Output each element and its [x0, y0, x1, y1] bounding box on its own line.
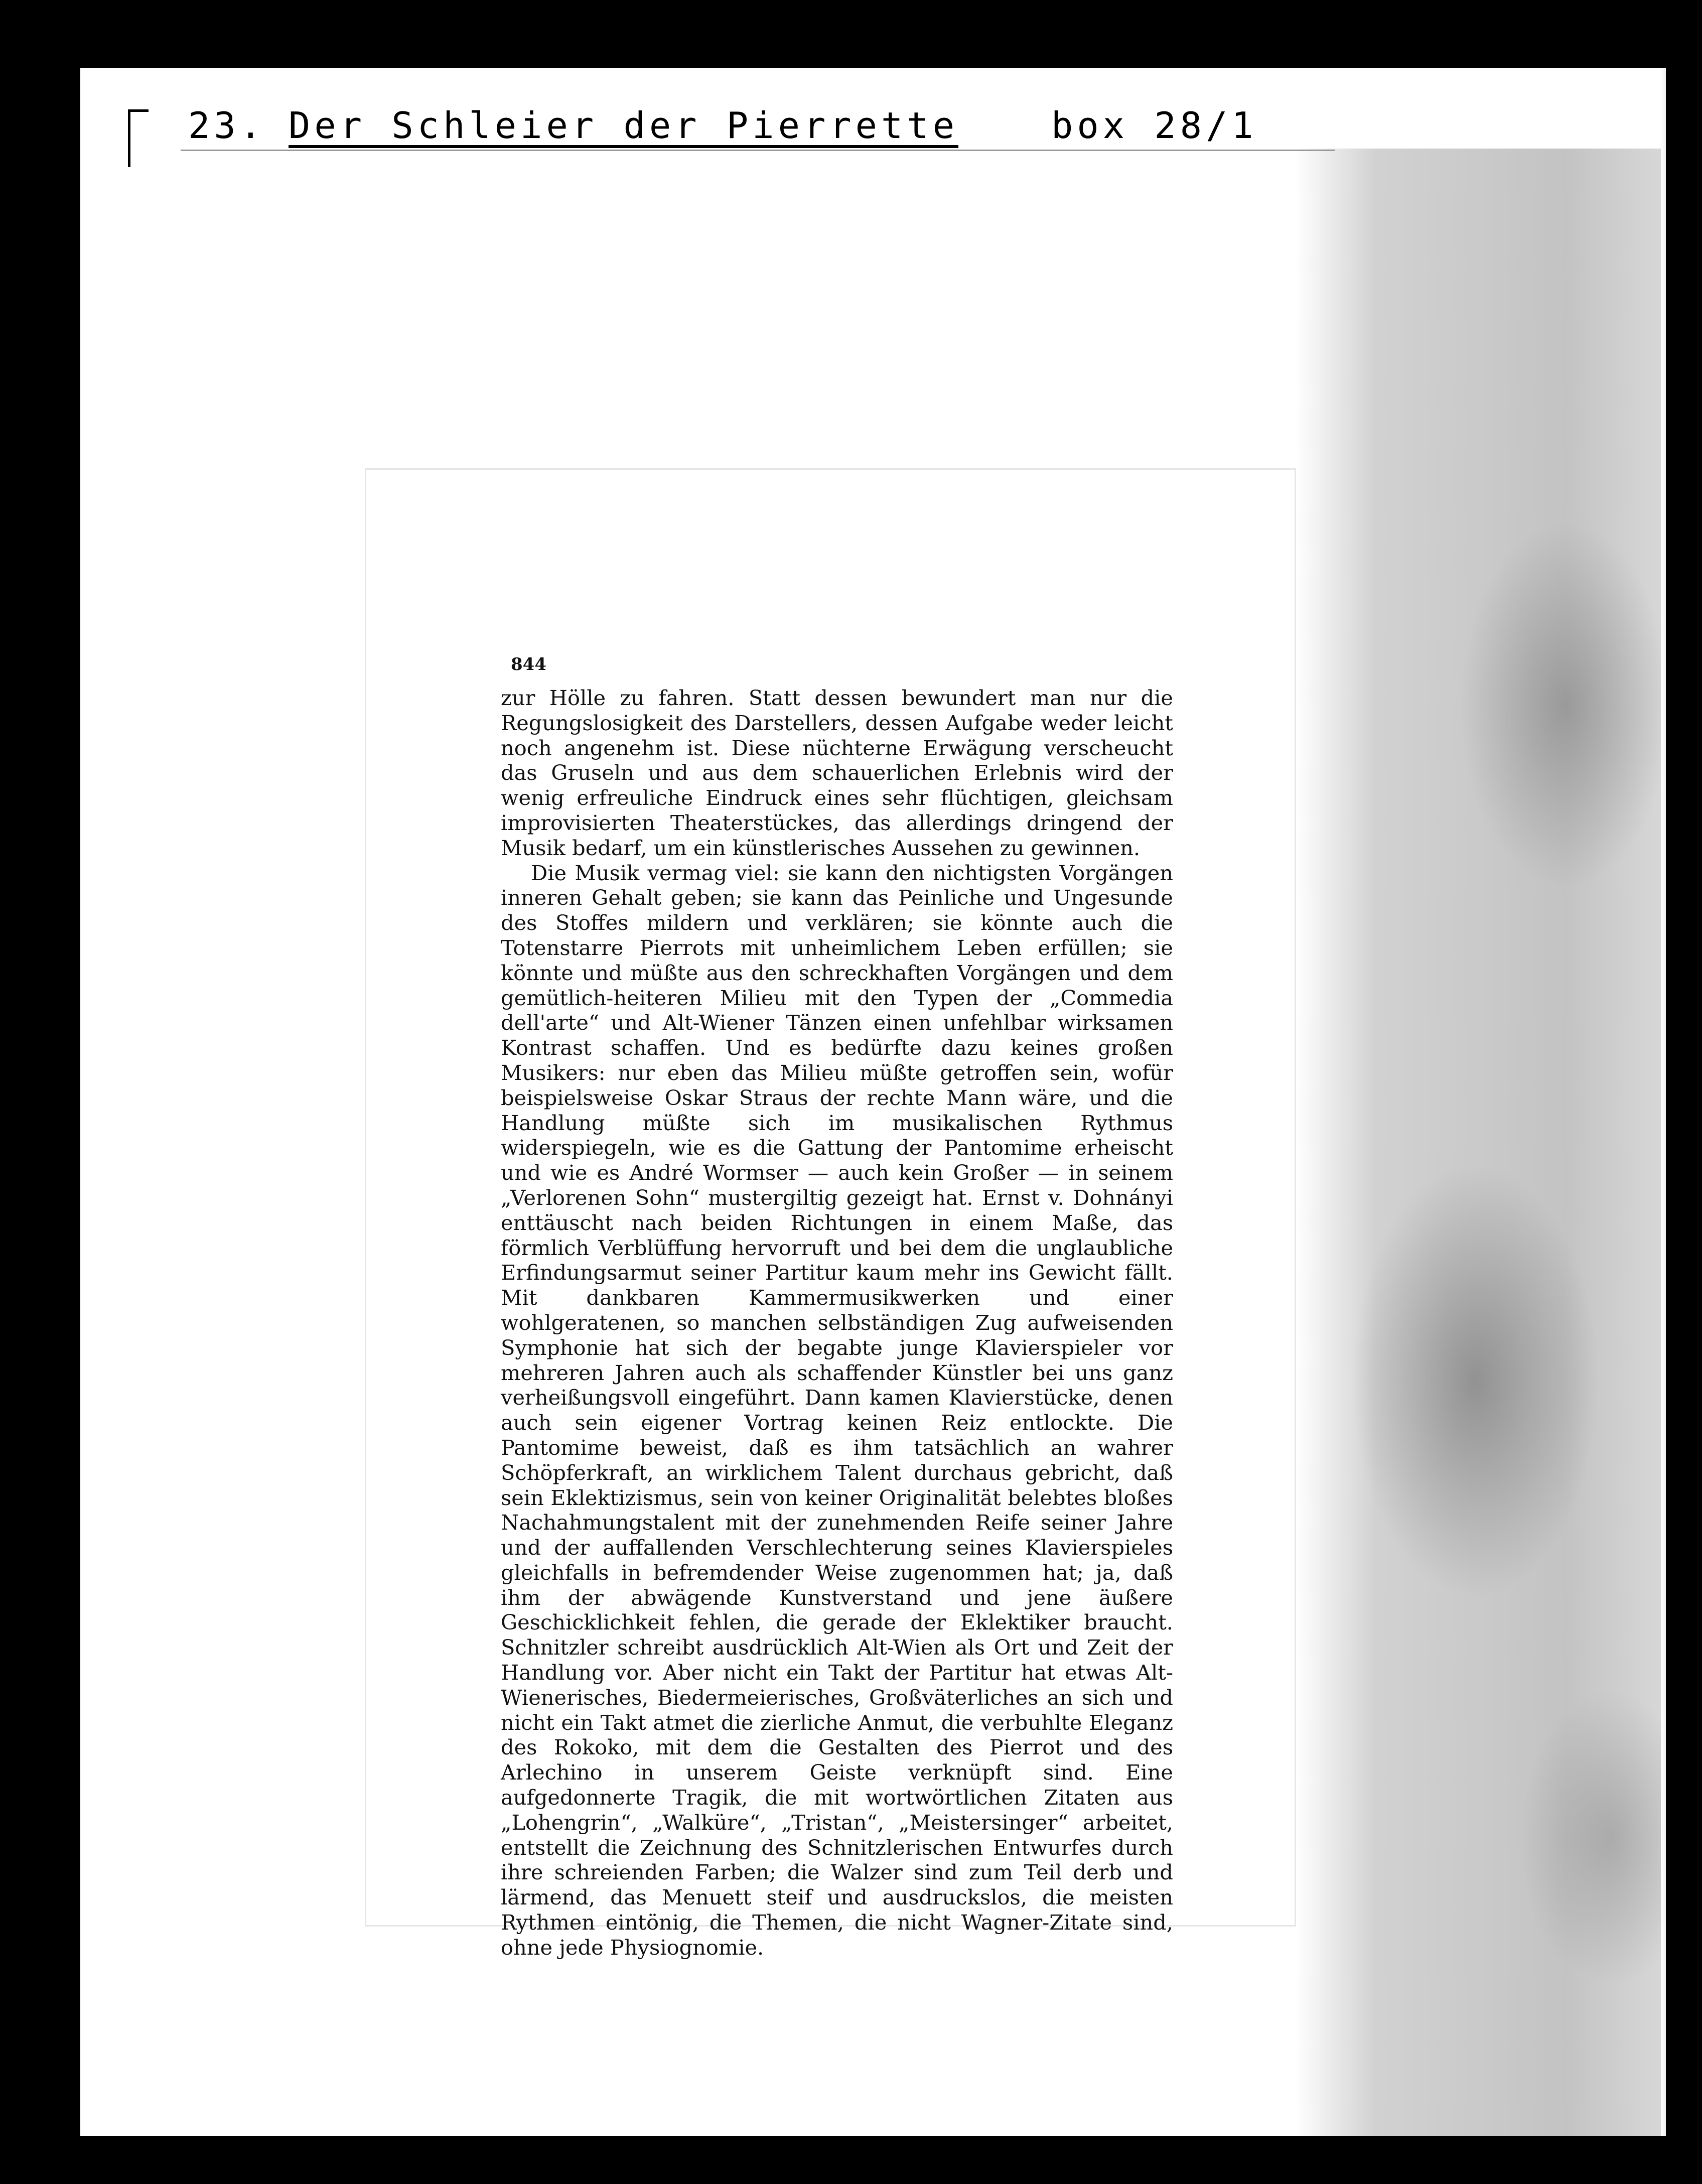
folder-number: 23.	[188, 104, 266, 147]
box-label: box 28/1	[1051, 104, 1257, 147]
scan-shadow	[1295, 149, 1666, 2136]
sheet-edge	[1661, 68, 1666, 2136]
header-rule	[181, 150, 1335, 151]
corner-bracket	[128, 109, 149, 167]
archive-sheet	[80, 68, 1666, 2136]
paragraph: Die Musik vermag viel: sie kann den nichtigsten Vorgängen inneren Gehalt geben; sie kann das Peinliche und Ungesunde des Stoffes mildern und verklären; sie könnte auch die Totenstarre Pierrots mit unheimlichem Leben erfüllen; sie könnte und müßte aus den schreckhaften Vorgängen und dem gemütlich-heiteren Milieu mit den Typen der „Commedia dell'arte“ und Alt-Wiener Tänzen einen unfehlbar wirksamen Kontrast schaffen. Und es bedürfte dazu keines großen Musikers: nur eben das Milieu müßte getroffen sein, wofür beispielsweise Oskar Straus der rechte Mann wäre, und die Handlung müßte sich im musikalischen Rythmus widerspiegeln, wie es die Gattung der Pantomime erheischt und wie es André Wormser — auch kein Großer — in seinem „Verlorenen Sohn“ mustergiltig gezeigt hat. Ernst v. Dohnányi enttäuscht nach beiden Richtungen in einem Maße, das förmlich Verblüffung hervorruft und bei dem die unglaubliche Erfindungsarmut seiner Partitur kaum mehr ins Gewicht fällt. Mit dankbaren Kammermusikwerken und einer wohlgeratenen, so manchen selbständigen Zug aufweisenden Symphonie hat sich der begabte junge Klavierspieler vor mehreren Jahren auch als schaffender Künstler bei uns ganz verheißungsvoll eingeführt. Dann kamen Klavierstücke, denen auch sein eigener Vortrag keinen Reiz entlockte. Die Pantomime beweist, daß es ihm tatsächlich an wahrer Schöpferkraft, an wirklichem Talent durchaus gebricht, daß sein Eklektizismus, sein von keiner Originalität belebtes bloßes Nachahmungstalent mit der zunehmenden Reife seiner Jahre und der auffallenden Verschlechterung seines Klavierspieles gleichfalls in befremdender Weise zugenommen hat; ja, daß ihm der abwägende Kunstverstand und jene äußere Geschicklichkeit fehlen, die gerade der Eklektiker braucht. Schnitzler schreibt ausdrücklich Alt-Wien als Ort und Zeit der Handlung vor. Aber nicht ein Takt der Partitur hat etwas Alt-Wienerisches, Biedermeierisches, Großväterliches an sich und nicht ein Takt atmet die zierliche Anmut, die verbuhlte Eleganz des Rokoko, mit dem die Gestalten des Pierrot und des Arlechino in unserem Geiste verknüpft sind. Eine aufgedonnerte Tragik, die mit wortwörtlichen Zitaten aus „Lohengrin“, „Walküre“, „Tristan“, „Meistersinger“ arbeitet, entstellt die Zeichnung des Schnitzlerischen Entwurfes durch ihre schreienden Farben; die Walzer sind zum Teil derb und lärmend, das Menuett steif und ausdruckslos, die meisten Rythmen eintönig, die Themen, die nicht Wagner-Zitate sind, ohne jede Physiognomie.	[501, 860, 1173, 1960]
article-body	[501, 686, 1173, 1960]
folder-title: Der Schleier der Pierrette	[289, 104, 959, 147]
paragraph: zur Hölle zu fahren. Statt dessen bewundert man nur die Regungslosigkeit des Darstellers, dessen Aufgabe weder leicht noch angenehm ist. Diese nüchterne Erwägung verscheucht das Gruseln und aus dem schauerlichen Erlebnis wird der wenig erfreuliche Eindruck eines sehr flüchtigen, gleichsam improvisierten Theaterstückes, das allerdings dringend der Musik bedarf, um ein künstlerisches Aussehen zu gewinnen.	[501, 686, 1173, 860]
page-number: 844	[511, 654, 546, 674]
folder-header	[128, 89, 1362, 160]
newspaper-clipping	[366, 470, 1295, 1960]
